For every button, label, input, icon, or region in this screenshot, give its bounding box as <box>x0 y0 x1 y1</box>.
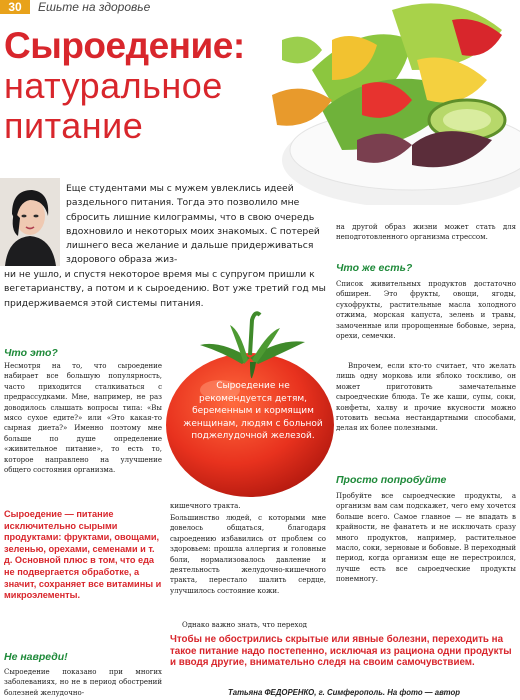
heading-what-to-eat: Что же есть? <box>336 262 413 274</box>
tomato-note: Сыроедение не рекомендуется детям, беременным и кормящим женщинам, людям с больной поджелудочной железой. <box>183 381 323 441</box>
salad-photo <box>262 0 520 205</box>
intro-paragraph: Еще студентами мы с мужем увлеклись идеей раздельного питания. Тогда это позволило мне сбросить лишние килограммы, что в свою очередь вдохновило и некоторых моих знакомых. С потерей лишнего веса желание и дальше придерживаться здорового образа жиз- <box>66 183 320 266</box>
heading-what-is: Что это? <box>4 347 58 359</box>
article-title <box>4 26 304 146</box>
what-is-text: Несмотря на то, что сыроедение набирает все большую популярность, часто приходится сталкиваться с предрассудками. Мне, например, не раз доводилось слышать вопросы типа: «Вы мясо сухое едите?» или «Это какая-то сырная диета?» Именно поэтому мне больше по душе определение «живительное питание», то есть то, которое направлено на улучшение общего состояния организма. <box>4 362 162 475</box>
just-try-text: Пробуйте все сыроедческие продукты, а организм вам сам подскажет, чего ему хочется больше всего. Самое главное — не впадать в крайности, не фанатеть и не исключать сразу много продуктов, например, растительное масло, соки, зерновые и бобовые. В переходный период, когда организм еще не перестроился, лучше есть все сыроедческие продукты понемногу. <box>336 492 516 584</box>
author-credit: Татьяна ФЕДОРЕНКО, г. Симферополь. На фото — автор <box>228 688 461 697</box>
section-rubric: Ешьте на здоровье <box>38 0 151 14</box>
what-to-eat-text-1: Список живительных продуктов достаточно обширен. Это фрукты, овощи, ягоды, сухофрукты, растительные масла холодного отжима, морская капуста, зелень и травы, замоченные или пророщенные бобовые, зерна, орехи, семечки. <box>336 280 516 341</box>
middle-text-3: Однако важно знать, что переход <box>182 621 307 629</box>
middle-text-1: кишечного тракта. <box>170 502 241 510</box>
bottom-quote: Чтобы не обострились скрытые или явные болезни, переходить на такое питание надо постепенно, исключая из рациона одни продукты и вводя другие, внимательно следя на своим самочувствием. <box>170 634 512 669</box>
heading-just-try: Просто попробуйте <box>336 474 447 486</box>
what-to-eat-text-2: Впрочем, если кто-то считает, что желать лишь одну морковь или яблоко тоскливо, он может приготовить замечательные сыроедческие блюда. Те же каши, супы, соки, конфеты, халву и прочие вкусности можно готовить весьма нестандартными способами, делая их более полезными. <box>336 362 516 433</box>
author-photo <box>0 178 60 266</box>
intro-paragraph-continued: ни не ушло, и спустя некоторое время мы с супругом пришли к вегетарианству, а потом и к сыроедению. Вот уже третий год мы придерживаемся этой системы питания. <box>4 269 326 309</box>
heading-no-harm: Не навреди! <box>4 651 68 663</box>
title-line-1: Сыроедение: <box>4 25 245 66</box>
no-harm-text: Сыроедение показано при многих заболеваниях, но не в период обострений болезней желудочно- <box>4 668 162 697</box>
middle-text-2: Большинство людей, с которыми мне довелось общаться, благодаря сыроедению избавились от проблем со здоровьем: прошла аллергия и головные боли, нормализовалось давление и деятельность желудочно-кишечного тракта, перестало шалить сердце, улучшилось состояние кожи. <box>170 514 326 595</box>
right-top-text: на другой образ жизни может стать для неподготовленного организма стрессом. <box>336 223 516 242</box>
title-line-2: натуральное <box>4 65 223 106</box>
page-number: 30 <box>0 0 30 14</box>
title-line-3: питание <box>4 105 144 146</box>
pull-quote: Сыроедение — питание исключительно сырыми продуктами: фруктами, овощами, зеленью, орехами, семенами и т. д. Основной плюс в том, что еда не подвергается обработке, а значит, сохраняет все витамины и микроэлементы. <box>4 509 162 601</box>
